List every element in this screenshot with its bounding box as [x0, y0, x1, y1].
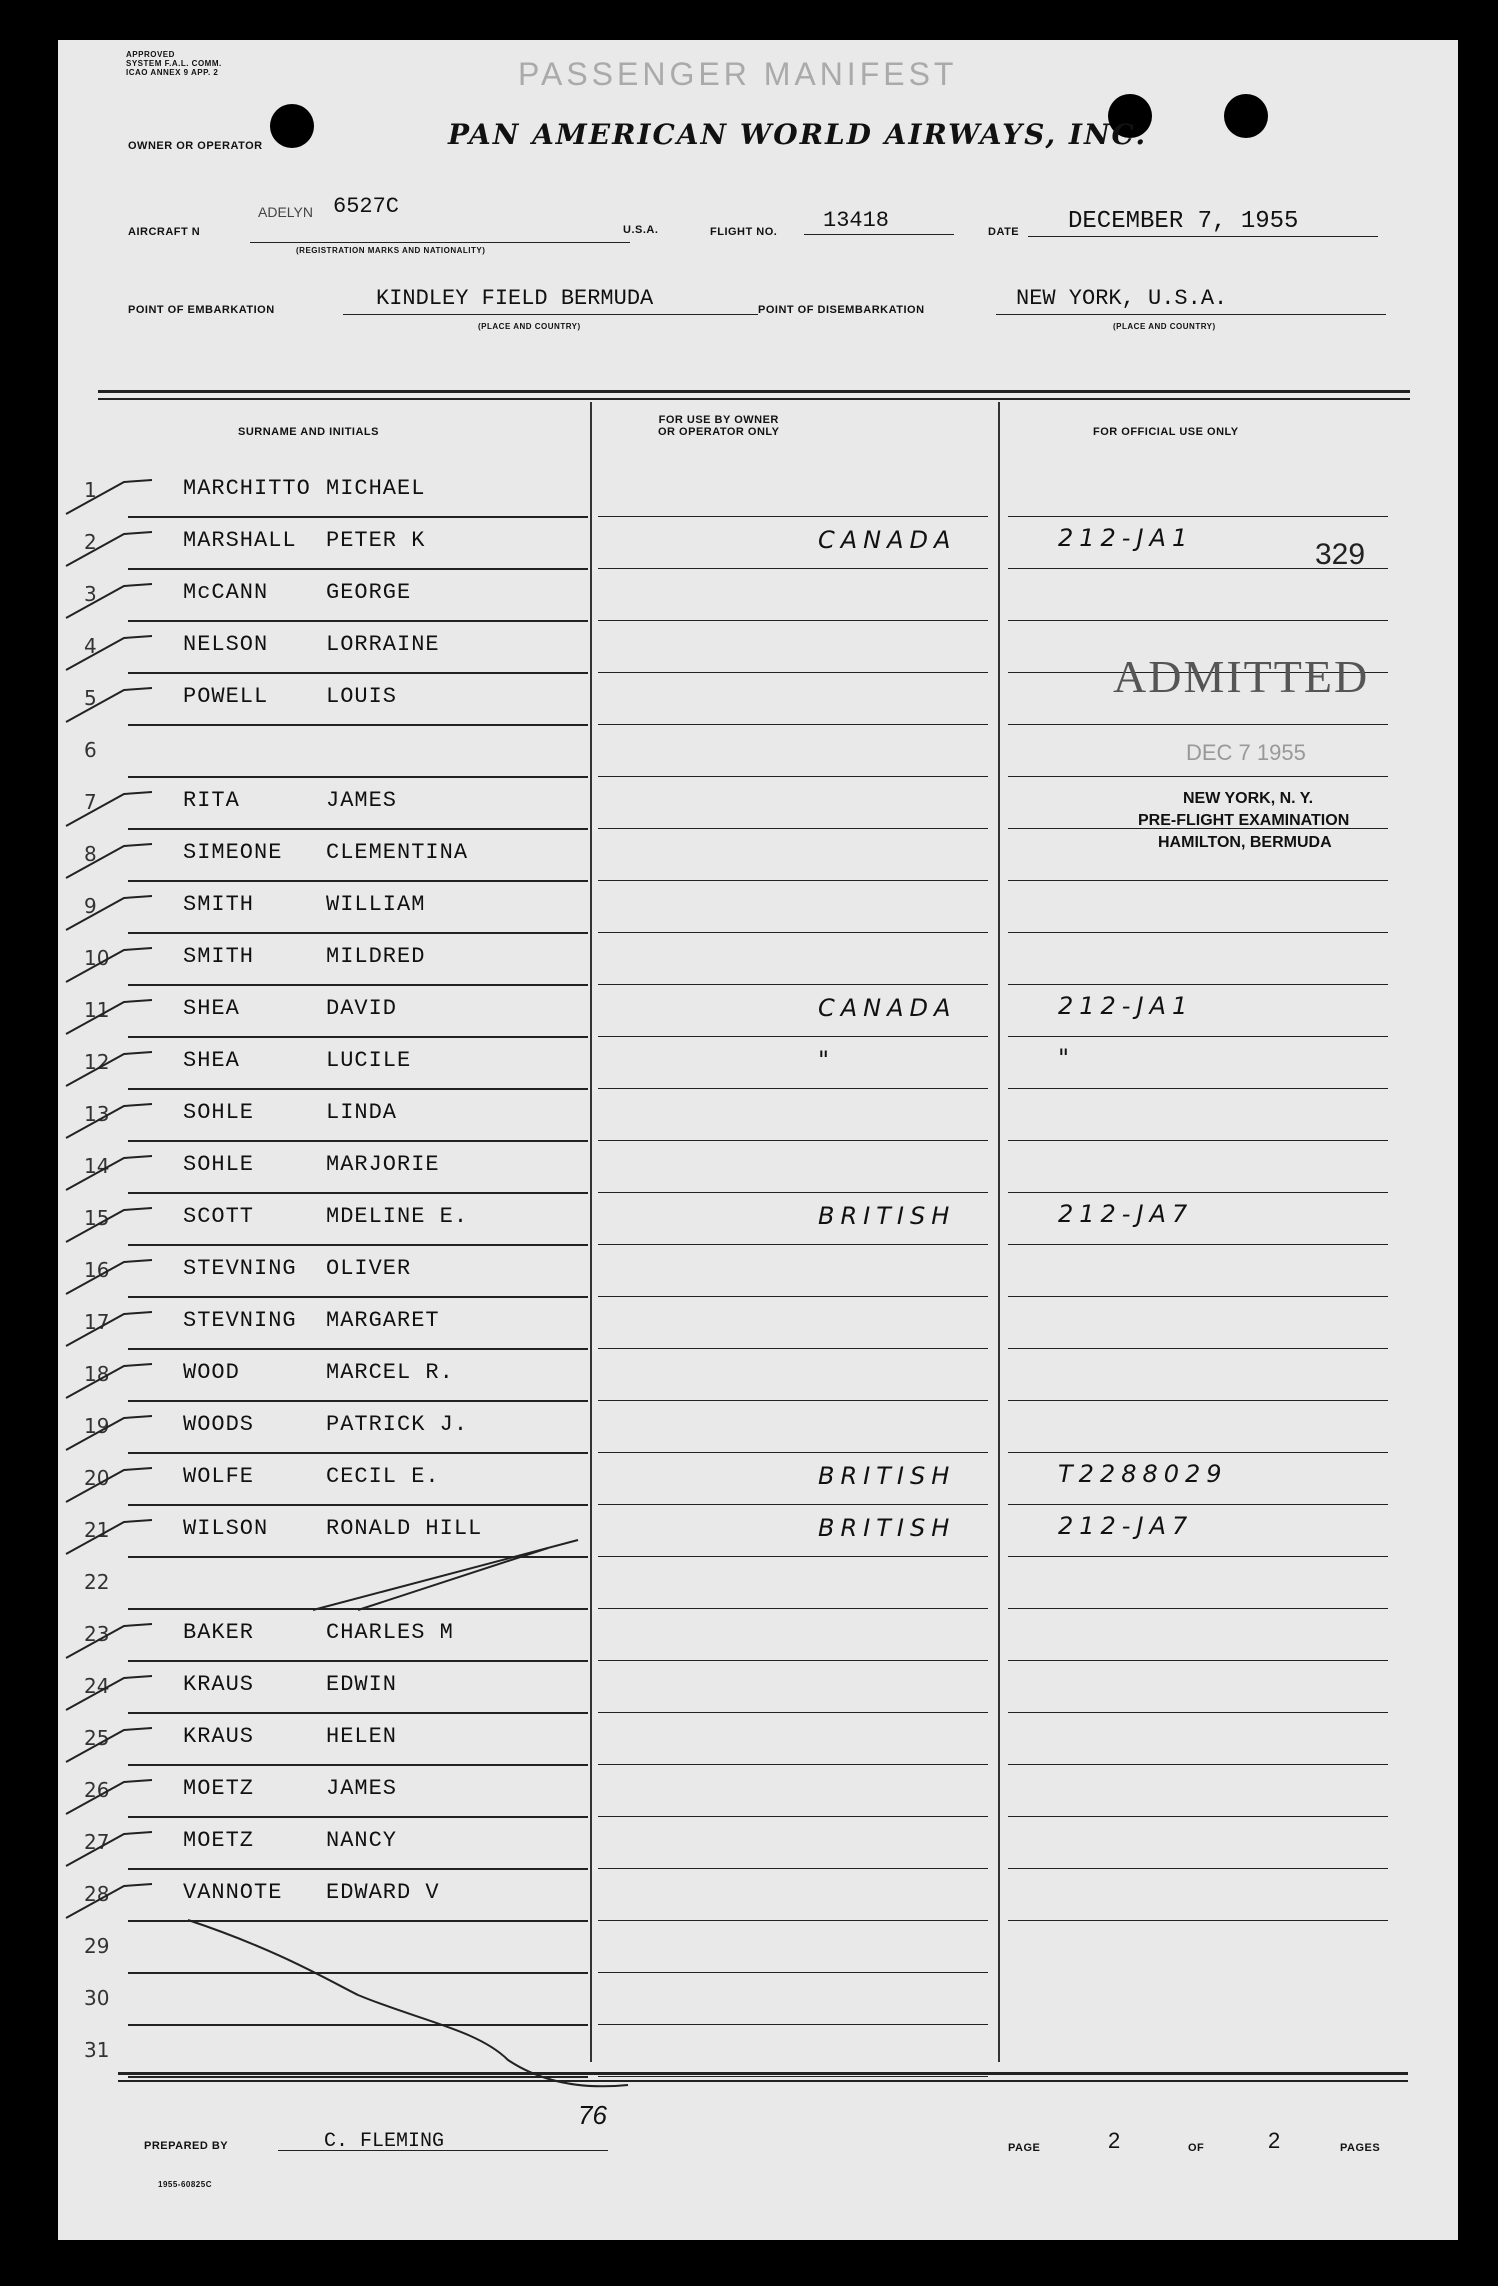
official-use-value: 212-JA1 — [1058, 524, 1194, 552]
row-number: 26 — [84, 1778, 110, 1802]
approval-note: APPROVED SYSTEM F.A.L. COMM. ICAO ANNEX 9 APP. 2 — [126, 50, 222, 77]
owner-use-value: " — [818, 1046, 836, 1074]
passenger-surname: SOHLE — [183, 1152, 255, 1177]
passenger-given-name: JAMES — [326, 1776, 398, 1801]
page-value: 2 — [1108, 2128, 1121, 2153]
passenger-given-name: GEORGE — [326, 580, 412, 605]
row-number: 5 — [84, 686, 97, 710]
row4-annotation: ADELYN — [258, 204, 313, 220]
passenger-given-name: MARCEL R. — [326, 1360, 454, 1385]
row-number: 8 — [84, 842, 97, 866]
passenger-surname: SHEA — [183, 996, 240, 1021]
passenger-given-name: MDELINE E. — [326, 1204, 469, 1229]
passenger-surname: SCOTT — [183, 1204, 255, 1229]
passenger-surname: KRAUS — [183, 1724, 255, 1749]
passenger-given-name: LINDA — [326, 1100, 398, 1125]
row-number: 24 — [84, 1674, 110, 1698]
row-number: 23 — [84, 1622, 110, 1646]
manifest-sheet — [58, 40, 1458, 2240]
row-number: 6 — [84, 738, 97, 762]
usa-label: U.S.A. — [623, 224, 659, 236]
aircraft-label: AIRCRAFT N — [128, 226, 201, 238]
owner-name: PAN AMERICAN WORLD AIRWAYS, INC. — [448, 118, 1148, 151]
passenger-given-name: MARJORIE — [326, 1152, 440, 1177]
col-surname-header: SURNAME AND INITIALS — [238, 426, 379, 438]
passenger-surname: SMITH — [183, 944, 255, 969]
passenger-given-name: OLIVER — [326, 1256, 412, 1281]
row-number: 9 — [84, 894, 97, 918]
passenger-given-name: EDWARD V — [326, 1880, 440, 1905]
passenger-surname: BAKER — [183, 1620, 255, 1645]
disembarkation-value: NEW YORK, U.S.A. — [1016, 286, 1228, 311]
row-number: 28 — [84, 1882, 110, 1906]
row-number: 3 — [84, 582, 97, 606]
row-number: 27 — [84, 1830, 110, 1854]
passenger-surname: WOODS — [183, 1412, 255, 1437]
owner-label: OWNER OR OPERATOR — [128, 140, 263, 152]
date-label: DATE — [988, 226, 1020, 238]
passenger-given-name: JAMES — [326, 788, 398, 813]
passenger-given-name: NANCY — [326, 1828, 398, 1853]
stamp-admitted: ADMITTED — [1113, 651, 1370, 702]
date-value: DECEMBER 7, 1955 — [1068, 208, 1299, 235]
row-number: 29 — [84, 1934, 110, 1958]
passenger-given-name: PATRICK J. — [326, 1412, 469, 1437]
flight-label: FLIGHT NO. — [710, 226, 778, 238]
prepared-value: C. FLEMING — [324, 2130, 445, 2153]
row-number: 31 — [84, 2038, 110, 2062]
passenger-given-name: EDWIN — [326, 1672, 398, 1697]
passenger-given-name: MARGARET — [326, 1308, 440, 1333]
passenger-given-name: PETER K — [326, 528, 426, 553]
passenger-surname: NELSON — [183, 632, 269, 657]
owner-use-value: BRITISH — [818, 1202, 956, 1230]
row-number: 12 — [84, 1050, 110, 1074]
passenger-given-name: LORRAINE — [326, 632, 440, 657]
passenger-given-name: CHARLES M — [326, 1620, 454, 1645]
passenger-surname: STEVNING — [183, 1256, 297, 1281]
passenger-surname: WOOD — [183, 1360, 240, 1385]
row-number: 22 — [84, 1570, 110, 1594]
embarkation-label: POINT OF EMBARKATION — [128, 304, 275, 316]
disembarkation-label: POINT OF DISEMBARKATION — [758, 304, 925, 316]
row-number: 10 — [84, 946, 110, 970]
passenger-given-name: DAVID — [326, 996, 398, 1021]
stamp-date: DEC 7 1955 — [1186, 740, 1306, 765]
row-number: 21 — [84, 1518, 110, 1542]
flight-value: 13418 — [823, 208, 890, 233]
passenger-surname: STEVNING — [183, 1308, 297, 1333]
official-use-value: T2288029 — [1058, 1460, 1228, 1488]
col-owner-use-header: FOR USE BY OWNER OR OPERATOR ONLY — [658, 414, 780, 438]
passenger-given-name: CECIL E. — [326, 1464, 440, 1489]
aircraft-value: 6527C — [333, 194, 400, 219]
passenger-given-name: LUCILE — [326, 1048, 412, 1073]
row-number: 1 — [84, 478, 97, 502]
place-note-disembark: (PLACE AND COUNTRY) — [1113, 322, 1216, 331]
registration-note: (REGISTRATION MARKS AND NATIONALITY) — [296, 246, 486, 255]
passenger-given-name: RONALD HILL — [326, 1516, 483, 1541]
row-number: 14 — [84, 1154, 110, 1178]
passenger-surname: SMITH — [183, 892, 255, 917]
passenger-surname: POWELL — [183, 684, 269, 709]
stamp-number: 329 — [1315, 538, 1366, 571]
official-use-value: 212-JA7 — [1058, 1512, 1194, 1540]
owner-use-value: BRITISH — [818, 1462, 956, 1490]
row-number: 30 — [84, 1986, 110, 2010]
official-use-value: 212-JA1 — [1058, 992, 1194, 1020]
row-number: 18 — [84, 1362, 110, 1386]
stamp-line-1: NEW YORK, N. Y. — [1183, 790, 1314, 807]
tally-mark: 76 — [578, 2100, 607, 2130]
passenger-surname: WOLFE — [183, 1464, 255, 1489]
passenger-given-name: CLEMENTINA — [326, 840, 469, 865]
row-number: 15 — [84, 1206, 110, 1230]
of-label: OF — [1188, 2142, 1205, 2154]
owner-use-value: CANADA — [818, 526, 957, 554]
pages-label: PAGES — [1340, 2142, 1381, 2154]
pages-total-value: 2 — [1268, 2128, 1281, 2153]
passenger-surname: MARCHITTO — [183, 476, 311, 501]
passenger-surname: SHEA — [183, 1048, 240, 1073]
row-number: 20 — [84, 1466, 110, 1490]
passenger-given-name: LOUIS — [326, 684, 398, 709]
passenger-surname: WILSON — [183, 1516, 269, 1541]
row-number: 2 — [84, 530, 97, 554]
form-title: PASSENGER MANIFEST — [518, 56, 958, 92]
stamp-line-3: HAMILTON, BERMUDA — [1158, 834, 1332, 851]
row-number: 11 — [84, 998, 110, 1022]
passenger-given-name: MICHAEL — [326, 476, 426, 501]
passenger-surname: VANNOTE — [183, 1880, 283, 1905]
owner-use-value: BRITISH — [818, 1514, 956, 1542]
prepared-label: PREPARED BY — [144, 2140, 229, 2152]
passenger-surname: SOHLE — [183, 1100, 255, 1125]
strike-curve — [58, 40, 1458, 2240]
form-number: 1955-60825C — [158, 2180, 212, 2189]
passenger-surname: RITA — [183, 788, 240, 813]
passenger-surname: MOETZ — [183, 1776, 255, 1801]
passenger-given-name: HELEN — [326, 1724, 398, 1749]
row-number: 19 — [84, 1414, 110, 1438]
passenger-given-name: WILLIAM — [326, 892, 426, 917]
place-note-embark: (PLACE AND COUNTRY) — [478, 322, 581, 331]
row-number: 17 — [84, 1310, 110, 1334]
passenger-surname: KRAUS — [183, 1672, 255, 1697]
stamp-line-2: PRE-FLIGHT EXAMINATION — [1138, 812, 1350, 829]
row-number: 13 — [84, 1102, 110, 1126]
row-number: 4 — [84, 634, 97, 658]
embarkation-value: KINDLEY FIELD BERMUDA — [376, 286, 654, 311]
official-use-value: " — [1058, 1044, 1076, 1072]
official-use-value: 212-JA7 — [1058, 1200, 1194, 1228]
passenger-surname: MARSHALL — [183, 528, 297, 553]
col-official-header: FOR OFFICIAL USE ONLY — [1093, 426, 1239, 438]
passenger-surname: MOETZ — [183, 1828, 255, 1853]
passenger-surname: McCANN — [183, 580, 269, 605]
owner-use-value: CANADA — [818, 994, 957, 1022]
passenger-surname: SIMEONE — [183, 840, 283, 865]
row-number: 7 — [84, 790, 97, 814]
passenger-given-name: MILDRED — [326, 944, 426, 969]
page-label: PAGE — [1008, 2142, 1041, 2154]
row-number: 16 — [84, 1258, 110, 1282]
row-number: 25 — [84, 1726, 110, 1750]
